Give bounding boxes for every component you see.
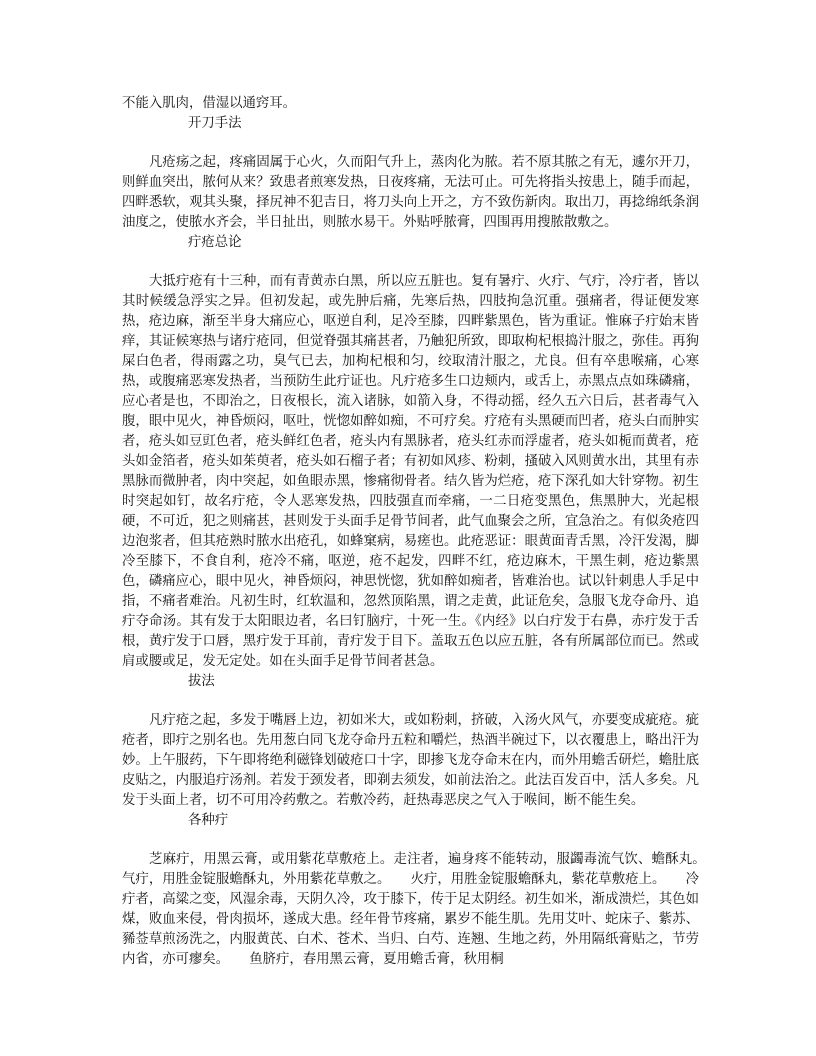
- paragraph-dingchuang-zonglun: 大抵疔疮有十三种，而有青黄赤白黑，所以应五脏也。复有暑疔、火疔、气疔，冷疔者，皆以其时候缓急浮实之异。但初发起，或先肿后痛，先寒后热，四肢拘急沉重。强痛者，得证便发寒热，疮边麻，渐至半身大痛应心，呕逆自利，足冷至膝，四畔紫黑色，皆为重证。惟麻子疔始末皆痒，其证候寒热与诸疔疮同，但觉脊强其痛甚者，乃触犯所致，即取枸杞根捣汁服之，弥佳。再狗屎白色者，得雨露之功，臭气已去，加枸杞根和匀，绞取清汁服之，尤良。但有卒患喉痛，心寒热，或腹痛恶寒发热者，当预防生此疔证也。凡疔疮多生口边颊内，或舌上，赤黑点点如珠磷痛，应心者是也，不即治之，日夜根长，流入诸脉，如箭入身，不得动摇，经久五六日后，甚者毒气入腹，眼中见火，神昏烦闷，呕吐，恍惚如醉如痴，不可疗矣。疗疮有头黑硬而凹者，疮头白而肿实者，疮头如豆豇色者，疮头鲜红色者，疮头内有黑脉者，疮头红赤而浮虚者，疮头如栀而黄者，疮头如金箔者，疮头如茱萸者，疮头如石榴子者；有初如风疹、粉刺，搔破入风则黄水出，其里有赤黑脉而微肿者，肉中突起，如鱼眼赤黑，惨痛彻骨者。结久皆为烂疮，疮下深孔如大针穿物。初生时突起如钉，故名疔疮，令人恶寒发热，四肢强直而牵痛，一二日疮变黑色，焦黑肿大，光起根硬，不可近，犯之则痛甚，甚则发于头面手足骨节间者，此气血聚会之所，宜急治之。有似灸疮四边泡浆者，但其疮熟时脓水出疮孔，如蜂窠病，易瘥也。此疮恶证：眼黄面青舌黑，冷汗发渴，脚冷至膝下，不食自利，疮冷不痛，呕逆，疮不起发，四畔不红，疮边麻木，干黑生刺，疮边紫黑色，磷痛应心，眼中见火，神昏烦闷，神思恍惚，犹如醉如痴者，皆难治也。试以针刺患人手足中指，不痛者难治。凡初生时，红软温和，忽然顶陷黑，谓之走黄，此证危矣，急服飞龙夺命丹、追疔夺命汤。其有发于太阳眼边者，名曰钉脑疔，十死一生。《内经》以白疔发于右鼻，赤疔发于舌根，黄疔发于口唇，黑疔发于耳前，青疔发于目下。盖取五色以应五脏，各有所属部位而已。然或肩或腰或足，发无定处。如在头面手足骨节间者甚急。: [122, 274, 699, 669]
- document-body: [122, 94, 726, 970]
- lead-line: 不能入肌肉，借湿以通窍耳。: [122, 96, 297, 111]
- section-title-dingchuang-zonglun: 疔疮总论: [188, 235, 242, 250]
- paragraph-bafa: 凡疔疮之起，多发于嘴唇上边，初如米大，或如粉刺，挤破，入汤火风气，亦要变成疵疮。疵疮者，即疔之别名也。先用葱白同飞龙夺命丹五粒和嚼烂，热酒半碗过下，以衣覆患上，略出汗为妙。上午服药，下午即将绝利磁锋划破疮口十字，即掺飞龙夺命末在内，而外用蟾舌研烂，蟾肚底皮贴之，内服追疔汤剂。若发于颈发者，即剃去须发，如前法治之。此法百发百中，活人多矣。凡发于头面上者，切不可用冷药敷之。若敷冷药，赶热毒恶戾之气入于喉间，断不能生矣。: [122, 713, 699, 808]
- paragraph-gezhong-ding: 芝麻疔，用黑云膏，或用紫花草敷疮上。走注者，遍身疼不能转动，服蠲毒流气饮、蟾酥丸。 气疔，用胜金锭服蟾酥丸，外用紫花草敷之。 火疔，用胜金锭服蟾酥丸，紫花草敷疮上。 冷疔者，高粱之变，风湿余毒，天阴久冷，攻于膝下，传于足太阴经。初生如米，渐成溃烂，其色如煤，败血来侵，骨肉损坏，遂成大患。经年骨节疼痛，累岁不能生肌。先用艾叶、蛇床子、紫苏、豨莶草煎汤洗之，内服黄芪、白术、苍术、当归、白芍、连翘、生地之药，外用隔纸膏贴之，节劳内省，亦可瘳矣。 鱼脐疔，春用黑云膏，夏用蟾舌膏，秋用桐: [122, 852, 726, 967]
- paragraph-kaidao: 凡疮疡之起，疼痛固属于心火，久而阳气升上，蒸肉化为脓。若不原其脓之有无，遽尔开刀，则鲜血突出，脓何从来？致患者煎寒发热，日夜疼痛，无法可止。可先将指头按患上，随手而起，四畔悉软，观其头聚，择尻神不犯吉日，将刀头向上开之，方不致伤新肉。取出刀，再捻绵纸条润油度之，使脓水齐会，半日扯出，则脓水易干。外贴呼脓膏，四围再用搜脓散敷之。: [122, 155, 699, 230]
- section-title-gezhong-ding: 各种疔: [188, 813, 229, 828]
- section-title-bafa: 拔法: [188, 674, 215, 689]
- section-title-kaidao: 开刀手法: [188, 116, 242, 131]
